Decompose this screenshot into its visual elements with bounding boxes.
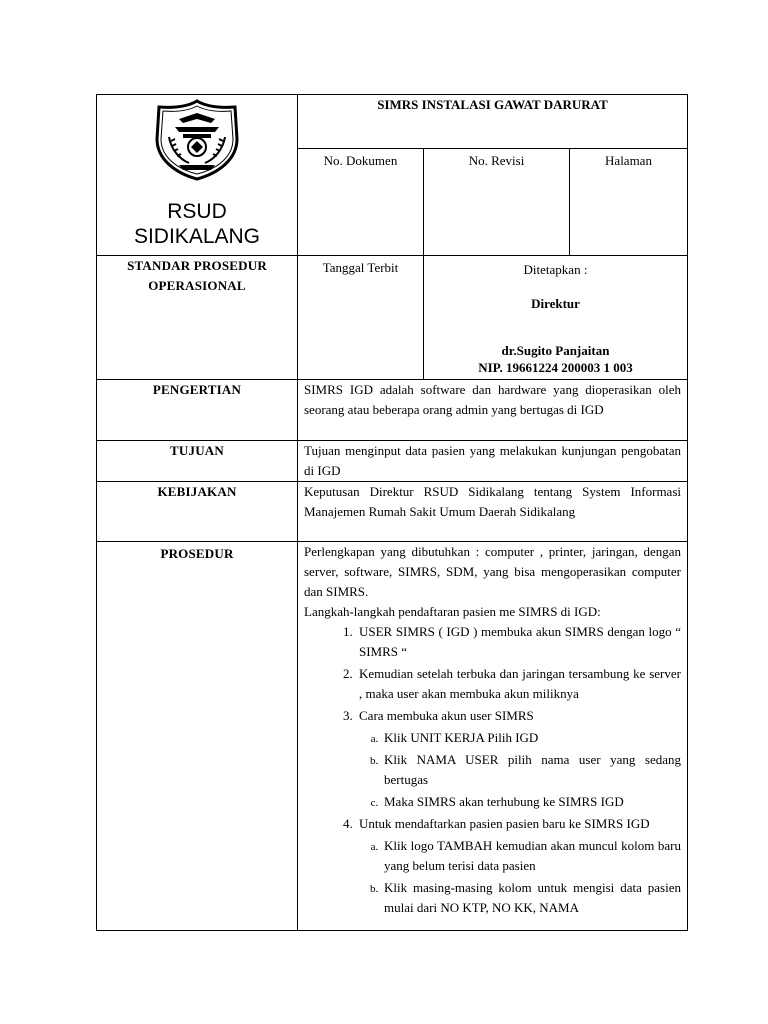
hospital-logo-cell [97,95,298,256]
tujuan-label: TUJUAN [97,441,298,482]
kebijakan-label: KEBIJAKAN [97,482,298,542]
prosedur-intro: Perlengkapan yang dibutuhkan : computer , printer, jaringan, dengan server, software, SIMRS, SDM, yang bisa mengoperasikan computer dan SIMRS. [304,544,681,599]
list-item: 1. USER SIMRS ( IGD ) membuka akun SIMRS dengan logo “ SIMRS “ [356,622,681,662]
list-item: a. Klik logo TAMBAH kemudian akan muncul kolom baru yang belum terisi data pasien [381,836,681,876]
list-item: 3. Cara membuka akun user SIMRS a. Klik UNIT KERJA Pilih IGD b. Klik NAMA USER pilih nama user yang sedang bertugas c. Maka SIMRS akan terhubung ke SIMRS IGD [356,706,681,812]
tujuan-text: Tujuan menginput data pasien yang melakukan kunjungan pengobatan di IGD [298,441,688,482]
revision-header: No. Revisi [424,149,570,256]
approval-block [424,256,688,380]
regency-coat-of-arms-icon [153,99,241,181]
sop-label: STANDAR PROSEDUR OPERASIONAL [97,256,298,380]
step4-sublist [359,836,681,918]
list-item: b. Klik masing-masing kolom untuk mengisi data pasien mulai dari NO KTP, NO KK, NAMA [381,878,681,918]
page-header: Halaman [570,149,688,256]
pengertian-text: SIMRS IGD adalah software dan hardware yang dioperasikan oleh seorang atau beberapa orang admin yang bertugas di IGD [298,380,688,441]
approved-label: Ditetapkan : [523,262,588,277]
list-item: c. Maka SIMRS akan terhubung ke SIMRS IGD [381,792,681,812]
prosedur-steps-heading: Langkah-langkah pendaftaran pasien me SIMRS di IGD: [304,604,601,619]
sop-document-table [96,94,688,931]
director-title: Direktur [531,296,580,311]
list-item: 4. Untuk mendaftarkan pasien pasien baru ke SIMRS IGD a. Klik logo TAMBAH kemudian akan muncul kolom baru yang belum terisi data pasien b. Klik masing-masing kolom untuk mengisi data pasien mulai dari NO KTP, NO KK, NAMA [356,814,681,918]
step3-sublist [359,728,681,812]
list-item: b. Klik NAMA USER pilih nama user yang sedang bertugas [381,750,681,790]
list-item: 2. Kemudian setelah terbuka dan jaringan tersambung ke server , maka user akan membuka akun miliknya [356,664,681,704]
document-title: SIMRS INSTALASI GAWAT DARURAT [298,95,688,149]
pengertian-label: PENGERTIAN [97,380,298,441]
kebijakan-text: Keputusan Direktur RSUD Sidikalang tentang System Informasi Manajemen Rumah Sakit Umum Daerah Sidikalang [298,482,688,542]
signer-nip: NIP. 19661224 200003 1 003 [478,360,633,375]
prosedur-steps-list [304,622,681,918]
list-item: a. Klik UNIT KERJA Pilih IGD [381,728,681,748]
prosedur-label: PROSEDUR [97,542,298,931]
issue-date-label: Tanggal Terbit [298,256,424,380]
doc-number-header: No. Dokumen [298,149,424,256]
prosedur-content [298,542,688,931]
signer-name: dr.Sugito Panjaitan [501,343,610,358]
hospital-name: RSUD SIDIKALANG [133,200,261,248]
